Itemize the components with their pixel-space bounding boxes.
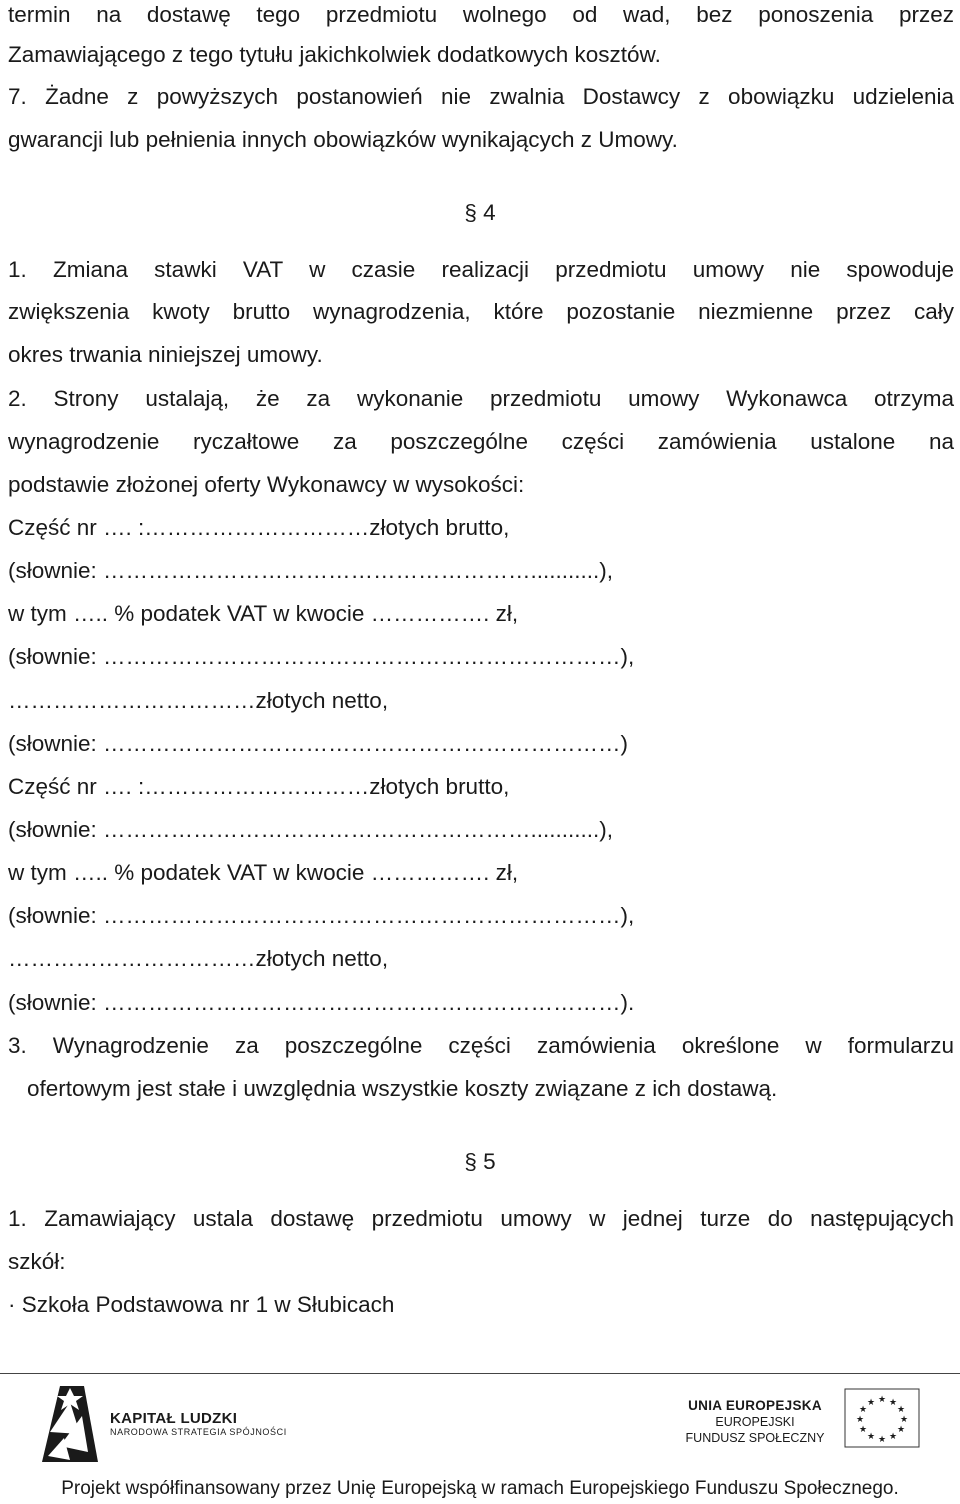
svg-text:★: ★	[888, 1398, 898, 1408]
svg-text:★: ★	[866, 1432, 876, 1442]
text-line: termin na dostawę tego przedmiotu wolnego od wad, bez ponoszenia przez	[8, 2, 954, 27]
text-line: szkół:	[8, 1249, 66, 1274]
svg-text:★: ★	[858, 1405, 868, 1415]
form-line: Część nr …. :…………………………złotych brutto,	[8, 774, 510, 799]
eu-subtitle-1: EUROPEJSKI	[715, 1415, 795, 1429]
form-line: ……………………………złotych netto,	[8, 946, 389, 971]
svg-text:★: ★	[877, 1435, 887, 1445]
text-line: 7. Żadne z powyższych postanowień nie zwalnia Dostawcy z obowiązku udzielenia	[8, 84, 954, 109]
footer-text: Projekt współfinansowany przez Unię Europejską w ramach Europejskiego Funduszu Społecznego.	[61, 1478, 899, 1499]
text-line: 1. Zmiana stawki VAT w czasie realizacji przedmiotu umowy nie spowoduje	[8, 257, 954, 282]
form-line: (słownie: …………………………………………………...........),	[8, 558, 614, 583]
text-line: zwiększenia kwoty brutto wynagrodzenia, które pozostanie niezmienne przez cały	[8, 299, 954, 324]
form-line: (słownie: …………………………………………………...........),	[8, 817, 614, 842]
eu-flag-icon	[844, 1388, 920, 1448]
svg-text:★: ★	[877, 1395, 887, 1405]
list-item: · Szkoła Podstawowa nr 1 w Słubicach	[8, 1292, 395, 1317]
form-line: w tym ….. % podatek VAT w kwocie ……………. zł,	[8, 601, 519, 626]
form-line: ……………………………złotych netto,	[8, 688, 389, 713]
section-heading-4: § 4	[464, 200, 496, 225]
kapital-ludzki-subtitle: NARODOWA STRATEGIA SPÓJNOŚCI	[110, 1427, 287, 1437]
form-line: (słownie: ……………………………………………………………),	[8, 644, 635, 669]
form-line: (słownie: ……………………………………………………………).	[8, 990, 635, 1015]
svg-text:★: ★	[896, 1425, 906, 1435]
svg-text:★: ★	[899, 1415, 909, 1425]
form-line: (słownie: ……………………………………………………………)	[8, 731, 629, 756]
svg-text:★: ★	[855, 1415, 865, 1425]
eu-subtitle-2: FUNDUSZ SPOŁECZNY	[685, 1431, 825, 1445]
section-heading-5: § 5	[464, 1149, 496, 1174]
text-line: 3. Wynagrodzenie za poszczególne części zamówienia określone w formularzu	[8, 1033, 954, 1058]
form-line: w tym ….. % podatek VAT w kwocie ……………. zł,	[8, 860, 519, 885]
eu-title: UNIA EUROPEJSKA	[688, 1398, 822, 1413]
form-line: Część nr …. :…………………………złotych brutto,	[8, 515, 510, 540]
text-line: podstawie złożonej oferty Wykonawcy w wysokości:	[8, 472, 525, 497]
footer-divider	[0, 1373, 960, 1374]
text-line: Zamawiającego z tego tytułu jakichkolwiek dodatkowych kosztów.	[8, 42, 661, 67]
text-line: wynagrodzenie ryczałtowe za poszczególne części zamówienia ustalone na	[8, 429, 954, 454]
kapital-ludzki-title: KAPITAŁ LUDZKI	[110, 1410, 238, 1427]
svg-text:★: ★	[858, 1425, 868, 1435]
svg-text:★: ★	[866, 1398, 876, 1408]
text-line: gwarancji lub pełnienia innych obowiązków wynikających z Umowy.	[8, 127, 678, 152]
text-line: 2. Strony ustalają, że za wykonanie przedmiotu umowy Wykonawca otrzyma	[8, 386, 954, 411]
kapital-ludzki-logo	[40, 1382, 300, 1466]
text-line: 1. Zamawiający ustala dostawę przedmiotu umowy w jednej turze do następujących	[8, 1206, 954, 1231]
text-line: okres trwania niniejszej umowy.	[8, 342, 323, 367]
form-line: (słownie: ……………………………………………………………),	[8, 903, 635, 928]
eu-efs-logo	[668, 1382, 930, 1466]
text-line: ofertowym jest stałe i uwzględnia wszystkie koszty związane z ich dostawą.	[27, 1076, 778, 1101]
svg-text:★: ★	[888, 1432, 898, 1442]
svg-text:★: ★	[896, 1405, 906, 1415]
